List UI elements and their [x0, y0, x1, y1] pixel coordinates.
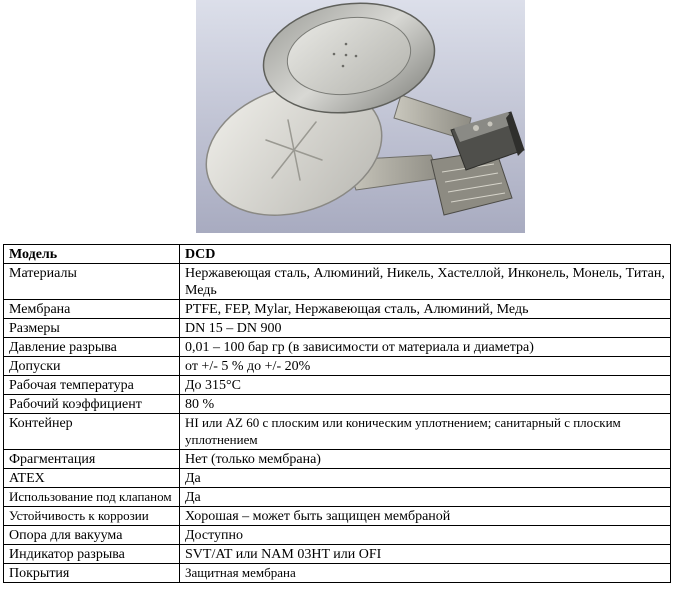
row-label-text: Устойчивость к коррозии	[9, 508, 149, 523]
row-value	[180, 414, 671, 450]
row-value-text: HI или AZ 60 с плоским или коническим уплотнением; санитарный с плоским уплотнением	[185, 415, 621, 447]
row-label: Мембрана	[4, 300, 180, 319]
table-header-row	[4, 245, 671, 264]
rupture-disc-illustration	[196, 0, 525, 233]
row-value: DN 15 – DN 900	[180, 319, 671, 338]
row-operating-ratio	[4, 395, 671, 414]
row-value: Доступно	[180, 526, 671, 545]
row-value: 80 %	[180, 395, 671, 414]
row-corrosion-resistance	[4, 507, 671, 526]
row-value: Хорошая – может быть защищен мембраной	[180, 507, 671, 526]
row-value-text: Защитная мембрана	[185, 565, 296, 580]
row-label: Рабочий коэффициент	[4, 395, 180, 414]
row-value	[180, 564, 671, 583]
row-fragmentation	[4, 450, 671, 469]
row-label: Рабочая температура	[4, 376, 180, 395]
model-label: Модель	[4, 245, 180, 264]
row-label: Покрытия	[4, 564, 180, 583]
row-under-valve	[4, 488, 671, 507]
row-label: ATEX	[4, 469, 180, 488]
row-label: Размеры	[4, 319, 180, 338]
specification-table	[3, 244, 671, 583]
row-value: SVT/AT или NAM 03HT или OFI	[180, 545, 671, 564]
row-value: Нет (только мембрана)	[180, 450, 671, 469]
row-holder	[4, 414, 671, 450]
row-value: Да	[180, 488, 671, 507]
row-materials	[4, 264, 671, 300]
row-label: Опора для вакуума	[4, 526, 180, 545]
row-operating-temperature	[4, 376, 671, 395]
row-burst-indicator	[4, 545, 671, 564]
model-value: DCD	[180, 245, 671, 264]
row-vacuum-support	[4, 526, 671, 545]
row-sizes	[4, 319, 671, 338]
row-value: До 315°C	[180, 376, 671, 395]
row-label: Контейнер	[4, 414, 180, 450]
row-label: Материалы	[4, 264, 180, 300]
row-value: PTFE, FEP, Mylar, Нержавеющая сталь, Алюминий, Медь	[180, 300, 671, 319]
row-label	[4, 507, 180, 526]
row-label: Фрагментация	[4, 450, 180, 469]
row-label: Индикатор разрыва	[4, 545, 180, 564]
row-membrane	[4, 300, 671, 319]
row-coatings	[4, 564, 671, 583]
row-value: 0,01 – 100 бар гр (в зависимости от материала и диаметра)	[180, 338, 671, 357]
row-value: Нержавеющая сталь, Алюминий, Никель, Хастеллой, Инконель, Монель, Титан, Медь	[180, 264, 671, 300]
row-value: от +/- 5 % до +/- 20%	[180, 357, 671, 376]
row-atex	[4, 469, 671, 488]
product-photo	[196, 0, 525, 233]
row-label	[4, 488, 180, 507]
row-tolerances	[4, 357, 671, 376]
row-value: Да	[180, 469, 671, 488]
row-label: Допуски	[4, 357, 180, 376]
row-label-text: Использование под клапаном	[9, 489, 172, 504]
row-burst-pressure	[4, 338, 671, 357]
row-label: Давление разрыва	[4, 338, 180, 357]
